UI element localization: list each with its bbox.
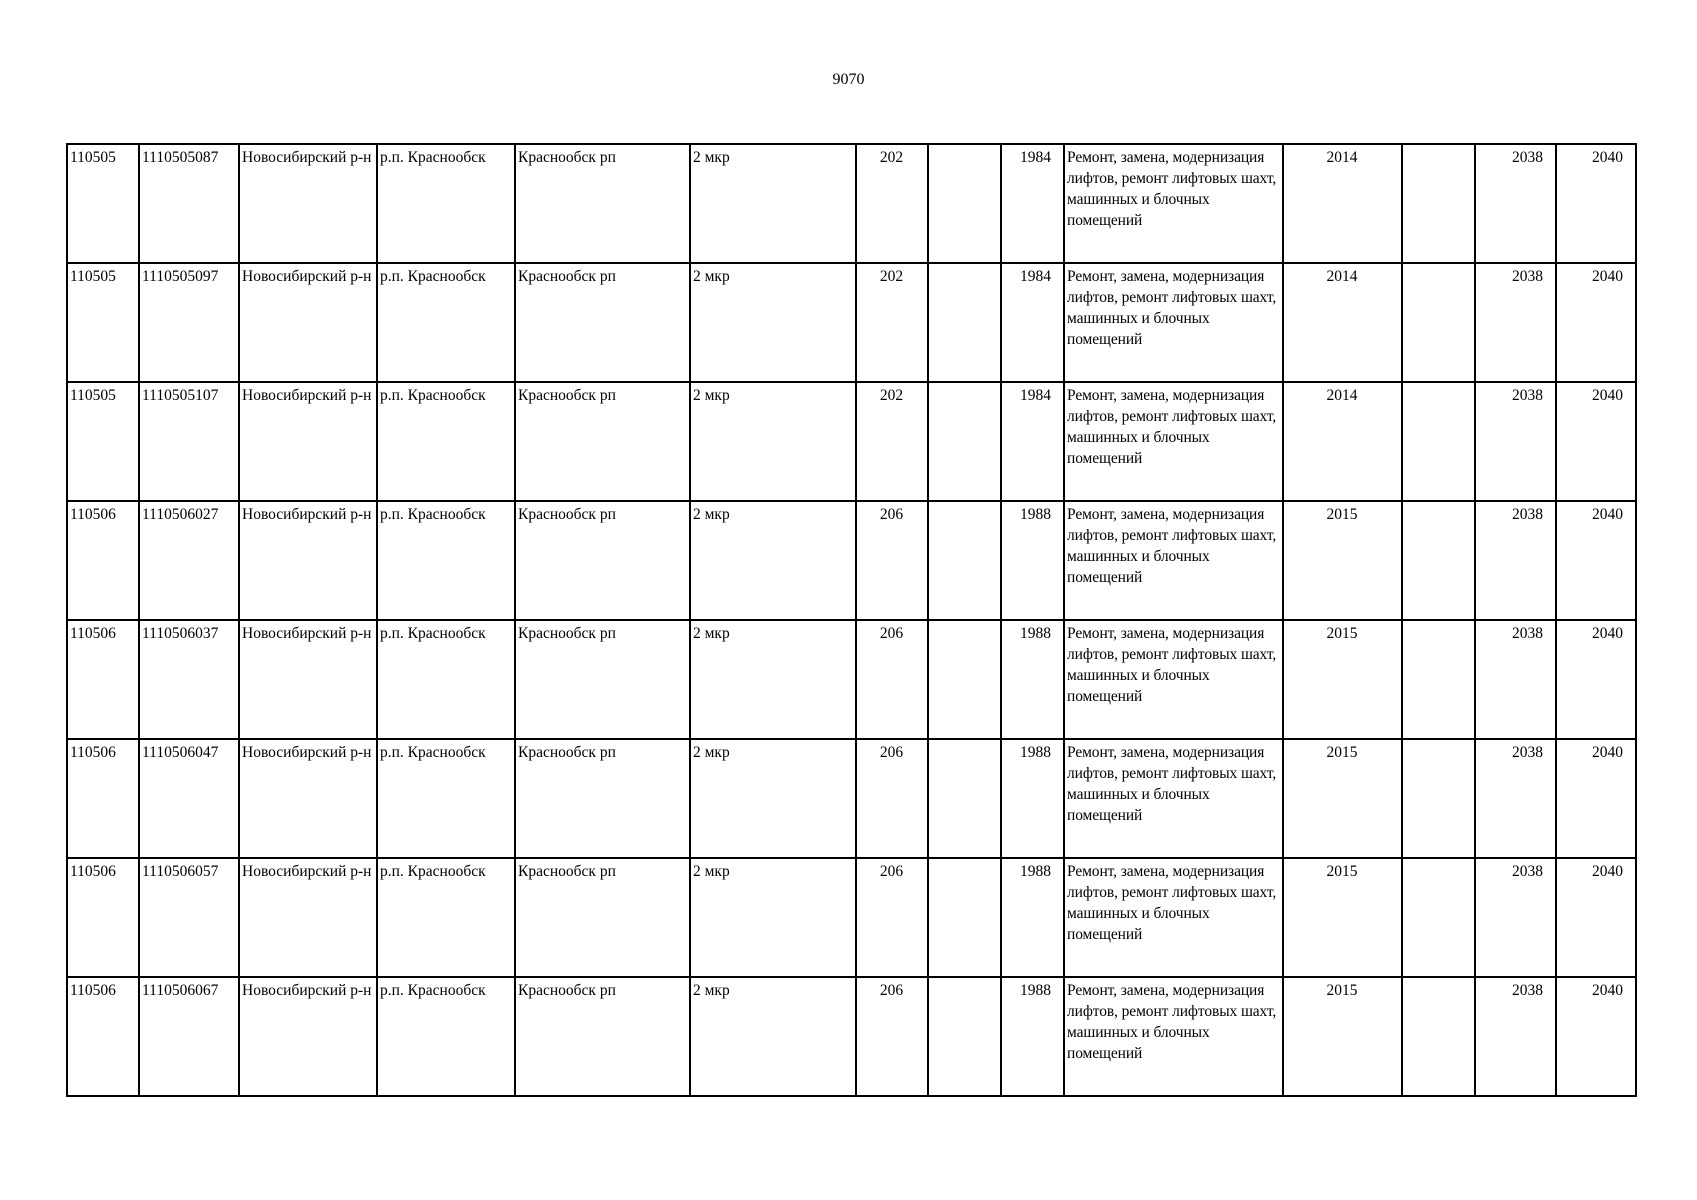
- cell-street: 2 мкр: [690, 501, 856, 620]
- table-row: [67, 501, 1636, 620]
- cell-settlement: р.п. Краснообск: [377, 501, 515, 620]
- cell-region-code: 110506: [67, 501, 139, 620]
- cell-year-built: 1988: [1001, 501, 1064, 620]
- cell-house-number: 202: [856, 263, 928, 382]
- cell-building: [928, 858, 1001, 977]
- cell-locality: Краснообск рп: [515, 382, 690, 501]
- cell-region-code: 110506: [67, 977, 139, 1096]
- cell-district: Новосибирский р-н: [239, 382, 377, 501]
- cell-plan-start-year: 2038: [1475, 501, 1556, 620]
- cell-building: [928, 501, 1001, 620]
- cell-street: 2 мкр: [690, 858, 856, 977]
- cell-street: 2 мкр: [690, 977, 856, 1096]
- cell-work-type: Ремонт, замена, модернизация лифтов, ремонт лифтовых шахт, машинных и блочных помещений: [1064, 382, 1283, 501]
- cell-locality: Краснообск рп: [515, 501, 690, 620]
- cell-street: 2 мкр: [690, 263, 856, 382]
- cell-year-built: 1988: [1001, 858, 1064, 977]
- cell-street: 2 мкр: [690, 382, 856, 501]
- cell-settlement: р.п. Краснообск: [377, 739, 515, 858]
- cell-year-built: 1988: [1001, 620, 1064, 739]
- cell-region-code: 110506: [67, 858, 139, 977]
- cell-plan-end-year: 2040: [1556, 144, 1636, 263]
- cell-year-built: 1988: [1001, 977, 1064, 1096]
- cell-district: Новосибирский р-н: [239, 739, 377, 858]
- cell-settlement: р.п. Краснообск: [377, 620, 515, 739]
- cell-locality: Краснообск рп: [515, 858, 690, 977]
- cell-empty: [1402, 739, 1475, 858]
- cell-house-code: 1110506057: [139, 858, 239, 977]
- cell-last-repair-year: 2014: [1283, 382, 1402, 501]
- cell-house-number: 206: [856, 501, 928, 620]
- registry-table: [66, 143, 1637, 1097]
- cell-district: Новосибирский р-н: [239, 620, 377, 739]
- cell-settlement: р.п. Краснообск: [377, 382, 515, 501]
- cell-locality: Краснообск рп: [515, 977, 690, 1096]
- cell-building: [928, 382, 1001, 501]
- cell-plan-start-year: 2038: [1475, 739, 1556, 858]
- cell-plan-start-year: 2038: [1475, 382, 1556, 501]
- registry-table-body: [67, 144, 1636, 1096]
- cell-work-type: Ремонт, замена, модернизация лифтов, ремонт лифтовых шахт, машинных и блочных помещений: [1064, 739, 1283, 858]
- cell-last-repair-year: 2015: [1283, 858, 1402, 977]
- cell-plan-end-year: 2040: [1556, 382, 1636, 501]
- cell-house-number: 206: [856, 977, 928, 1096]
- cell-last-repair-year: 2014: [1283, 263, 1402, 382]
- table-row: [67, 144, 1636, 263]
- cell-locality: Краснообск рп: [515, 263, 690, 382]
- cell-district: Новосибирский р-н: [239, 501, 377, 620]
- cell-house-code: 1110506037: [139, 620, 239, 739]
- cell-building: [928, 144, 1001, 263]
- cell-region-code: 110505: [67, 144, 139, 263]
- cell-settlement: р.п. Краснообск: [377, 858, 515, 977]
- cell-street: 2 мкр: [690, 144, 856, 263]
- cell-work-type: Ремонт, замена, модернизация лифтов, ремонт лифтовых шахт, машинных и блочных помещений: [1064, 263, 1283, 382]
- cell-street: 2 мкр: [690, 739, 856, 858]
- cell-locality: Краснообск рп: [515, 144, 690, 263]
- cell-last-repair-year: 2014: [1283, 144, 1402, 263]
- cell-empty: [1402, 620, 1475, 739]
- page-number: 9070: [832, 71, 865, 88]
- cell-house-number: 206: [856, 739, 928, 858]
- cell-house-code: 1110506067: [139, 977, 239, 1096]
- cell-empty: [1402, 144, 1475, 263]
- cell-work-type: Ремонт, замена, модернизация лифтов, ремонт лифтовых шахт, машинных и блочных помещений: [1064, 144, 1283, 263]
- cell-building: [928, 263, 1001, 382]
- table-row: [67, 977, 1636, 1096]
- cell-plan-end-year: 2040: [1556, 977, 1636, 1096]
- cell-locality: Краснообск рп: [515, 739, 690, 858]
- cell-settlement: р.п. Краснообск: [377, 263, 515, 382]
- cell-work-type: Ремонт, замена, модернизация лифтов, ремонт лифтовых шахт, машинных и блочных помещений: [1064, 620, 1283, 739]
- cell-plan-end-year: 2040: [1556, 501, 1636, 620]
- table-row: [67, 739, 1636, 858]
- table-row: [67, 858, 1636, 977]
- cell-street: 2 мкр: [690, 620, 856, 739]
- cell-last-repair-year: 2015: [1283, 977, 1402, 1096]
- cell-plan-start-year: 2038: [1475, 144, 1556, 263]
- cell-building: [928, 977, 1001, 1096]
- cell-empty: [1402, 382, 1475, 501]
- table-row: [67, 263, 1636, 382]
- cell-plan-start-year: 2038: [1475, 263, 1556, 382]
- cell-house-code: 1110505087: [139, 144, 239, 263]
- cell-plan-end-year: 2040: [1556, 263, 1636, 382]
- cell-plan-start-year: 2038: [1475, 977, 1556, 1096]
- cell-plan-start-year: 2038: [1475, 620, 1556, 739]
- cell-building: [928, 739, 1001, 858]
- cell-empty: [1402, 501, 1475, 620]
- cell-settlement: р.п. Краснообск: [377, 144, 515, 263]
- cell-house-number: 206: [856, 620, 928, 739]
- cell-last-repair-year: 2015: [1283, 620, 1402, 739]
- cell-plan-start-year: 2038: [1475, 858, 1556, 977]
- cell-district: Новосибирский р-н: [239, 263, 377, 382]
- cell-region-code: 110506: [67, 620, 139, 739]
- cell-region-code: 110505: [67, 263, 139, 382]
- cell-work-type: Ремонт, замена, модернизация лифтов, ремонт лифтовых шахт, машинных и блочных помещений: [1064, 501, 1283, 620]
- cell-house-code: 1110505097: [139, 263, 239, 382]
- cell-empty: [1402, 263, 1475, 382]
- cell-locality: Краснообск рп: [515, 620, 690, 739]
- cell-house-code: 1110505107: [139, 382, 239, 501]
- cell-house-number: 206: [856, 858, 928, 977]
- cell-district: Новосибирский р-н: [239, 977, 377, 1096]
- cell-settlement: р.п. Краснообск: [377, 977, 515, 1096]
- cell-work-type: Ремонт, замена, модернизация лифтов, ремонт лифтовых шахт, машинных и блочных помещений: [1064, 858, 1283, 977]
- cell-last-repair-year: 2015: [1283, 739, 1402, 858]
- cell-year-built: 1984: [1001, 144, 1064, 263]
- cell-district: Новосибирский р-н: [239, 144, 377, 263]
- cell-house-code: 1110506027: [139, 501, 239, 620]
- cell-year-built: 1984: [1001, 263, 1064, 382]
- cell-region-code: 110506: [67, 739, 139, 858]
- cell-house-code: 1110506047: [139, 739, 239, 858]
- cell-year-built: 1988: [1001, 739, 1064, 858]
- cell-empty: [1402, 977, 1475, 1096]
- cell-last-repair-year: 2015: [1283, 501, 1402, 620]
- cell-district: Новосибирский р-н: [239, 858, 377, 977]
- cell-house-number: 202: [856, 144, 928, 263]
- cell-work-type: Ремонт, замена, модернизация лифтов, ремонт лифтовых шахт, машинных и блочных помещений: [1064, 977, 1283, 1096]
- cell-empty: [1402, 858, 1475, 977]
- cell-plan-end-year: 2040: [1556, 858, 1636, 977]
- cell-region-code: 110505: [67, 382, 139, 501]
- cell-year-built: 1984: [1001, 382, 1064, 501]
- table-row: [67, 620, 1636, 739]
- table-row: [67, 382, 1636, 501]
- cell-plan-end-year: 2040: [1556, 739, 1636, 858]
- cell-plan-end-year: 2040: [1556, 620, 1636, 739]
- cell-building: [928, 620, 1001, 739]
- cell-house-number: 202: [856, 382, 928, 501]
